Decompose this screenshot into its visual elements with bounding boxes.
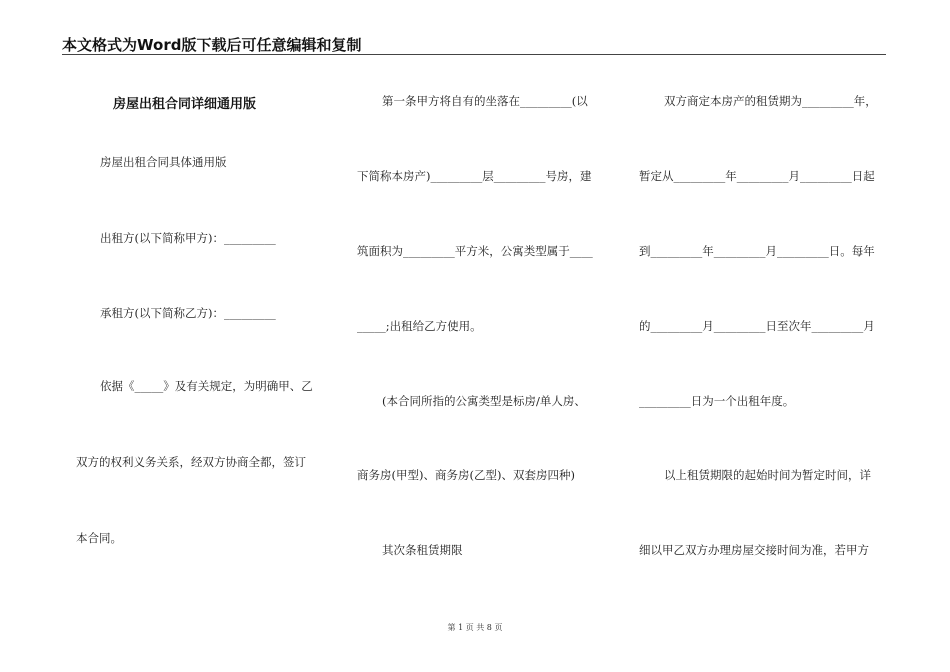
paragraph-line: 双方的权利义务关系，经双方协商全都，签订: [76, 455, 306, 469]
paragraph-line: 筑面积为_________平方米，公寓类型属于____: [357, 244, 593, 258]
paragraph-line: _________日为一个出租年度。: [639, 394, 795, 408]
paragraph-line: 下简称本房产)_________层_________号房，建: [357, 169, 592, 183]
page-number: 第 1 页 共 8 页: [447, 623, 503, 632]
paragraph-line: 房屋出租合同具体通用版: [100, 155, 227, 169]
document-header: 本文格式为Word版下载后可任意编辑和复制: [62, 36, 362, 54]
paragraph-line: 第一条甲方将自有的坐落在_________(以: [382, 94, 588, 108]
paragraph-line: 的_________月_________日至次年_________月: [639, 319, 875, 333]
paragraph-line: 以上租赁期限的起始时间为暂定时间，详: [664, 468, 871, 482]
paragraph-line: (本合同所指的公寓类型是标房/单人房、: [382, 394, 586, 408]
section-heading: 其次条租赁期限: [382, 543, 463, 557]
header-divider: [62, 54, 886, 55]
paragraph-line: 本合同。: [76, 531, 122, 545]
paragraph-line: 细以甲乙双方办理房屋交接时间为准，若甲方: [639, 543, 869, 557]
paragraph-line: 承租方(以下简称乙方)：_________: [100, 306, 276, 320]
paragraph-line: 出租方(以下简称甲方)：_________: [100, 231, 276, 245]
paragraph-line: 双方商定本房产的租赁期为_________年，: [664, 94, 877, 108]
paragraph-line: 商务房(甲型)、商务房(乙型)、双套房四种): [357, 468, 575, 482]
paragraph-line: _____;出租给乙方使用。: [357, 319, 482, 333]
paragraph-line: 到_________年_________月_________日。每年: [639, 244, 875, 258]
paragraph-line: 暂定从_________年_________月_________日起: [639, 169, 875, 183]
document-title: 房屋出租合同详细通用版: [113, 97, 257, 112]
paragraph-line: 依据《_____》及有关规定，为明确甲、乙: [100, 379, 313, 393]
